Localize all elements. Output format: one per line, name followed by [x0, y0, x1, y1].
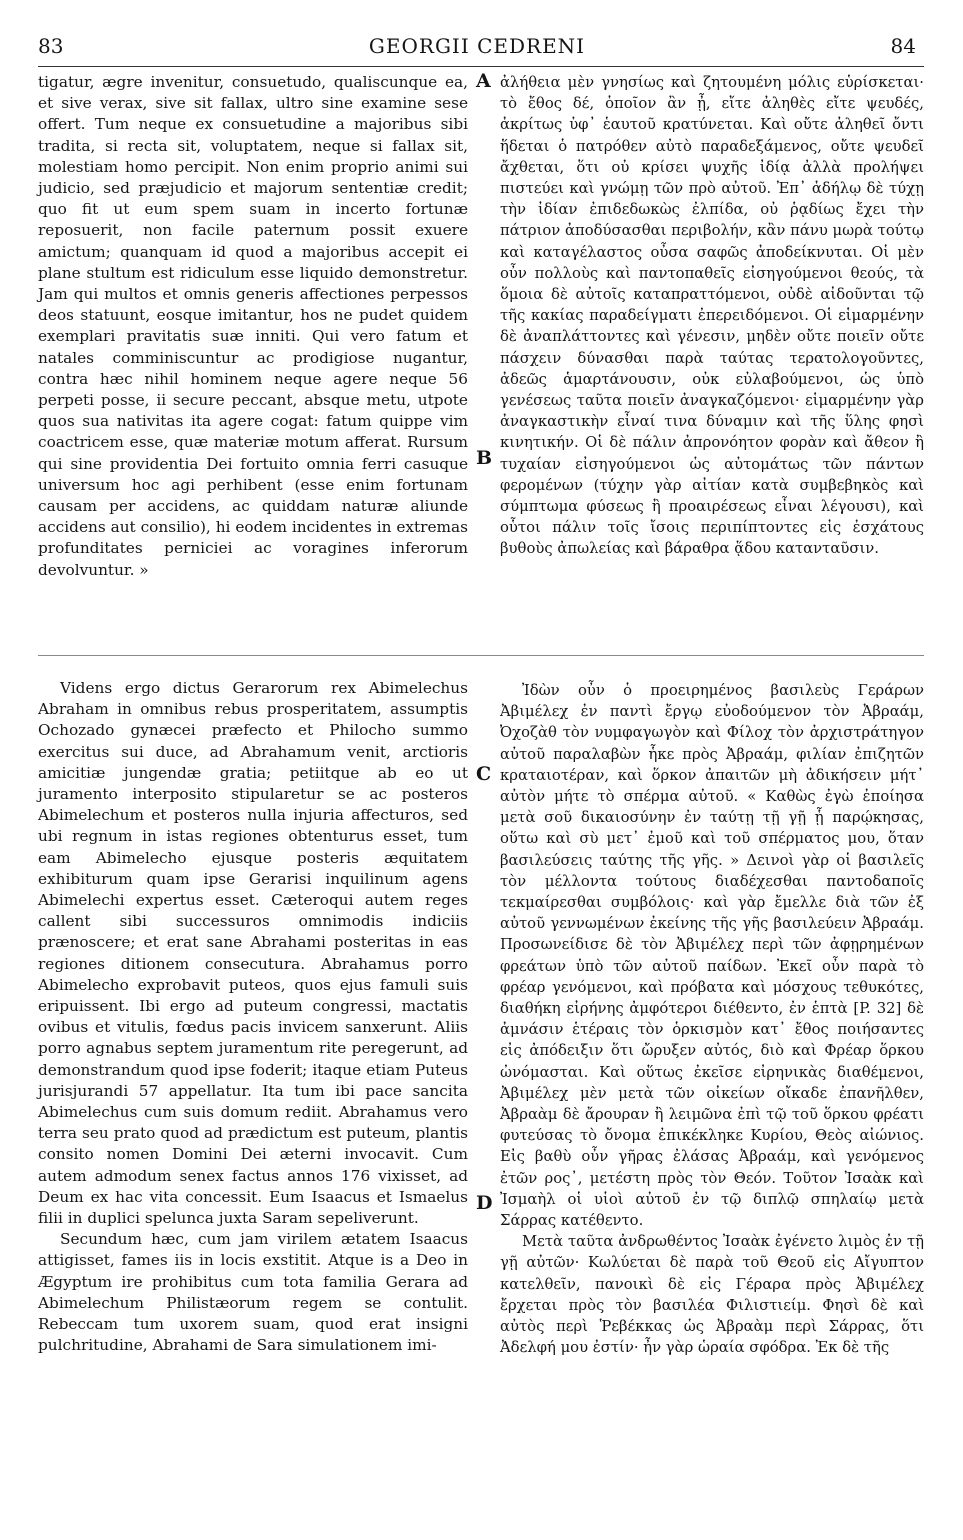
latin-column-section-2 [38, 678, 468, 1357]
header-rule [38, 66, 924, 67]
greek-paragraph-2: Ἰδὼν οὖν ὁ προειρημένος βασιλεὺς Γεράρων Ἀβιμέλεχ ἐν παντὶ ἔργῳ εὐοδούμενον τὸν Ἀβραάμ, Ὀχοζὰθ τὸν νυμφαγωγὸν καὶ Φίλοχ τὸν ἀρχιστράτηγον αὐτοῦ παραλαβὼν ἧκε πρὸς Ἀβραάμ, φιλίαν ἐπιζητῶν κραταιοτέραν, καὶ ὅρκον ἀπαιτῶν μὴ ἀδικήσειν μήτ᾽ αὐτὸν μήτε τὸ σπέρμα αὐτοῦ. « Καθὼς ἐγὼ ἐποίησα μετὰ σοῦ δικαιοσύνην ἐν ταύτῃ τῇ γῇ ᾗ παρῴκησας, οὕτω καὶ σὺ μετ᾽ ἐμοῦ καὶ τοῦ σπέρματος μου, ὅταν βασιλεύσεις ταύτης τῆς γῆς. » Δεινοὶ γὰρ οἱ βασιλεῖς τὸν μέλλοντα τούτους διαδέχεσθαι παντοδαποῖς τεκμαίρεσθαι συμβόλοις· καὶ γὰρ ἔμελλε διὰ τῶν ἐξ αὐτοῦ γεννωμένων ἐκείνης τῆς γῆς βασιλεύειν Ἀβραάμ. Προσωνείδισε δὲ τὸν Ἀβιμέλεχ περὶ τῶν ἀφῃρημένων φρεάτων ὑπὸ τῶν αὐτοῦ παίδων. Ἐκεῖ οὖν παρὰ τὸ φρέαρ γενόμενοι, καὶ πρόβατα καὶ μόσχους τεθυκότες, διαθήκη εἰρήνης ἀμφότεροι διέθεντο, ἐν ἑπτὰ [P. 32] δὲ ἀμνάσιν ἑτέραις τὸν ὁρκισμὸν κατ᾽ ἔθος ποιήσαντες εἰς ἀπόδειξιν ὅτι ὤρυξεν αὐτός, διὸ καὶ Φρέαρ ὅρκου ὠνόμασται. Καὶ οὕτως ἐκεῖσε εἰρηνικὰς διαθέμενοι, Ἀβιμέλεχ μὲν μετὰ τῶν οἰκείων οἴκαδε ἐπανῆλθεν, Ἀβραὰμ δὲ ἄρουραν ἢ λειμῶνα ἐπὶ τῷ τοῦ ὅρκου φρέατι φυτεύσας τὸ ὄνομα ἐπικέκληκε Κυρίου, Θεὸς αἰώνιος. Εἰς βαθὺ οὖν γῆρας ἐλάσας Ἀβραάμ, καὶ γενόμενος ἐτῶν ρος᾽, μετέστη πρὸς τὸν Θεόν. Τοῦτον Ἰσαὰκ καὶ Ἰσμαὴλ οἱ υἱοὶ αὐτοῦ ἐν τῷ διπλῷ σπηλαίῳ μετὰ Σάρρας κατέθεντο. [500, 682, 924, 1230]
margin-marker-b: B [476, 447, 493, 469]
page-number-right: 84 [890, 34, 916, 58]
greek-column-section-1 [500, 72, 924, 560]
page-number-left: 83 [38, 34, 64, 58]
greek-column-section-2 [500, 680, 924, 1359]
margin-marker-a: A [476, 70, 491, 92]
latin-paragraph-3: Secundum hæc, cum jam virilem ætatem Isaacus attigisset, fames iis in locis exstitit. Atque is a Deo in Ægyptum ire prohibitus cum tota familia Gerara ad Abimelechum Philistæorum regem se contulit. Rebeccam tum uxorem suam, quod erat insigni pulchritudine, Abrahami de Sara simulationem imi- [38, 1230, 468, 1355]
margin-marker-c: C [476, 763, 492, 785]
section-divider [38, 655, 924, 656]
latin-paragraph-2: Videns ergo dictus Gerarorum rex Abimelechus Abraham in omnibus rebus prosperitatem, assumptis Ochozado gynæcei præfecto et Philocho summo exercitus sui duce, ad Abrahamum venit, arctioris amicitiæ jungendæ gratia; petiitque ab eo ut juramento interposito stipularetur se ac posteros Abimelechum et posteros nulla injuria affecturos, sed ubi regnum in istas regiones obtenturus esset, tum eam Abimelecho ejusque posteris æquitatem exhibiturum quam ipse Gerarisi inquilinum agens Abimelechi expertus esset. Cæteroqui autem reges callent sibi successuros omnimodis indiciis prænoscere; et erat sane Abrahami posteritas in eas regiones ditionem consecutura. Abrahamus porro Abimelecho exprobavit puteos, quos ejus famuli suis eripuissent. Ibi ergo ad puteum congressi, mactatis ovibus et vitulis, fœdus pacis invicem sanxerunt. Aliis porro agnabus septem juramentum rite peregerunt, ad demonstrandum quod ipse foderit; itaque etiam Puteus jurisjurandi 57 appellatur. Ita tum ibi pace sancita Abimelechus cum suis domum rediit. Abrahamus vero terra seu prato quod ad prædictum est puteum, plantis consito nomen Domini Dei æterni invocavit. Cum autem admodum senex factus annos 176 vixisset, ad Deum ex hac vita concessit. Eum Isaacus et Ismaelus filii in duplici spelunca juxta Saram sepeliverunt. [38, 679, 468, 1228]
running-title: GEORGII CEDRENI [368, 34, 586, 58]
margin-marker-d: D [476, 1192, 493, 1214]
running-header [38, 34, 916, 64]
greek-paragraph-1: ἀλήθεια μὲν γνησίως καὶ ζητουμένη μόλις εὑρίσκεται· τὸ ἔθος δέ, ὁποῖον ἂν ᾖ, εἴτε ἀληθὲς εἴτε ψευδές, ἀκρίτως ὑφ᾽ ἑαυτοῦ κρατύνεται. Καὶ οὔτε ἀληθεῖ ὄντι ἥδεται ὁ πατρόθεν αὐτὸ παραδεξάμενος, οὔτε ψευδεῖ ἄχθεται, ὅτι οὐ κρίσει ψυχῆς ἰδίᾳ ἀλλὰ προλήψει πιστεύει καὶ γνώμῃ τῶν πρὸ αὐτοῦ. Ἐπ᾽ ἀδήλῳ δὲ τύχῃ τὴν ἰδίαν ἐπιδεδωκὼς ἐλπίδα, οὐ ῥᾳδίως ἔχει τὴν πάτριον ἀποδύσασθαι περιβολήν, κἂν πάνυ μωρὰ τούτῳ καὶ καταγέλαστος οὖσα σαφῶς ἀποδείκνυται. Οἱ μὲν οὖν πολλοὺς καὶ παντοπαθεῖς εἰσηγούμενοι θεούς, τὰ ὅμοια δὲ αὐτοῖς καταπραττόμενοι, οὐδὲ αἰδοῦνται τῷ τῆς κακίας παραδείγματι ἐπερειδόμενοι. Οἱ εἱμαρμένην δὲ ἀναπλάττοντες καὶ γένεσιν, μηδὲν οὔτε ποιεῖν οὔτε πάσχειν δύνασθαι παρὰ ταύτας τερατολογοῦντες, ἀδεῶς ἁμαρτάνουσιν, οὐκ εὐλαβούμενοι, ὡς ὑπὸ γενέσεως ταῦτα ποιεῖν ἀναγκαζόμενοι· εἱμαρμένην γὰρ ἀναγκαστικὴν εἶναί τινα δύναμιν καὶ τῆς ὕλης φησὶ κινητικήν. Οἱ δὲ πάλιν ἀπρονόητον φορὰν καὶ ἄθεον ἢ τυχαίαν εἰσηγούμενοι ὡς αὐτομάτως τῶν πάντων φερομένων (τύχην γὰρ αἰτίαν κατὰ συμβεβηκὸς καὶ σύμπτωμα φύσεως ἢ προαιρέσεως εἶναι λέγουσι), καὶ οὗτοι πάλιν τοῖς ἴσοις περιπίπτοντες εἰς ἐσχάτους βυθοὺς ἀπωλείας καὶ βάραθρα ᾅδου κατανταῦσιν. [500, 74, 924, 558]
latin-paragraph-1: tigatur, ægre invenitur, consuetudo, qualiscunque ea, et sive verax, sive sit fallax, ultro sine examine sese offert. Tum neque ex consuetudine a majoribus sibi tradita, si recta sit, voluptatem, neque si fallax sit, molestiam homo percipit. Non enim proprio animi sui judicio, sed præjudicio et majorum sententiæ credit; quo fit ut eum spem suam in incerto fortunæ reposuerit, non facile paternum possit exuere amictum; quanquam id quod a majoribus accepit ei plane stultum est ridiculum esse liquido demonstretur. Jam qui multos et omnis generis affectiones perpessos deos statuunt, eosque imitantur, hos ne pudet quidem exemplari pravitatis suæ inniti. Qui vero fatum et natales comminiscuntur ac prodigiose nugantur, contra hæc nihil hominem neque agere neque 56 perpeti posse, ii secure peccant, absque metu, utpote quos sua nativitas ita agere cogat: fatum quippe vim coactricem esse, quæ materiæ motum afferat. Rursum qui sine providentia Dei fortuito omnia ferri casuque universum hoc agi perhibent (esse enim fortunam causam per accidens, ac quiddam naturæ aliunde accidens aut consilio), hi eodem incidentes in extremas profunditates perniciei ac voragines inferorum devolvuntur. » [38, 73, 468, 579]
latin-column-section-1 [38, 72, 468, 581]
greek-paragraph-3: Μετὰ ταῦτα ἀνδρωθέντος Ἰσαὰκ ἐγένετο λιμὸς ἐν τῇ γῇ αὐτῶν· Κωλύεται δὲ παρὰ τοῦ Θεοῦ εἰς Αἴγυπτον κατελθεῖν, πανοικὶ δὲ εἰς Γέραρα πρὸς Ἀβιμέλεχ ἔρχεται πρὸς τὸν βασιλέα Φιλιστιείμ. Φησὶ δὲ καὶ αὐτὸς περὶ Ῥεβέκκας ὡς Ἀβραὰμ περὶ Σάρρας, ὅτι Ἀδελφή μου ἐστίν· ἦν γὰρ ὡραία σφόδρα. Ἐκ δὲ τῆς [500, 1233, 924, 1357]
